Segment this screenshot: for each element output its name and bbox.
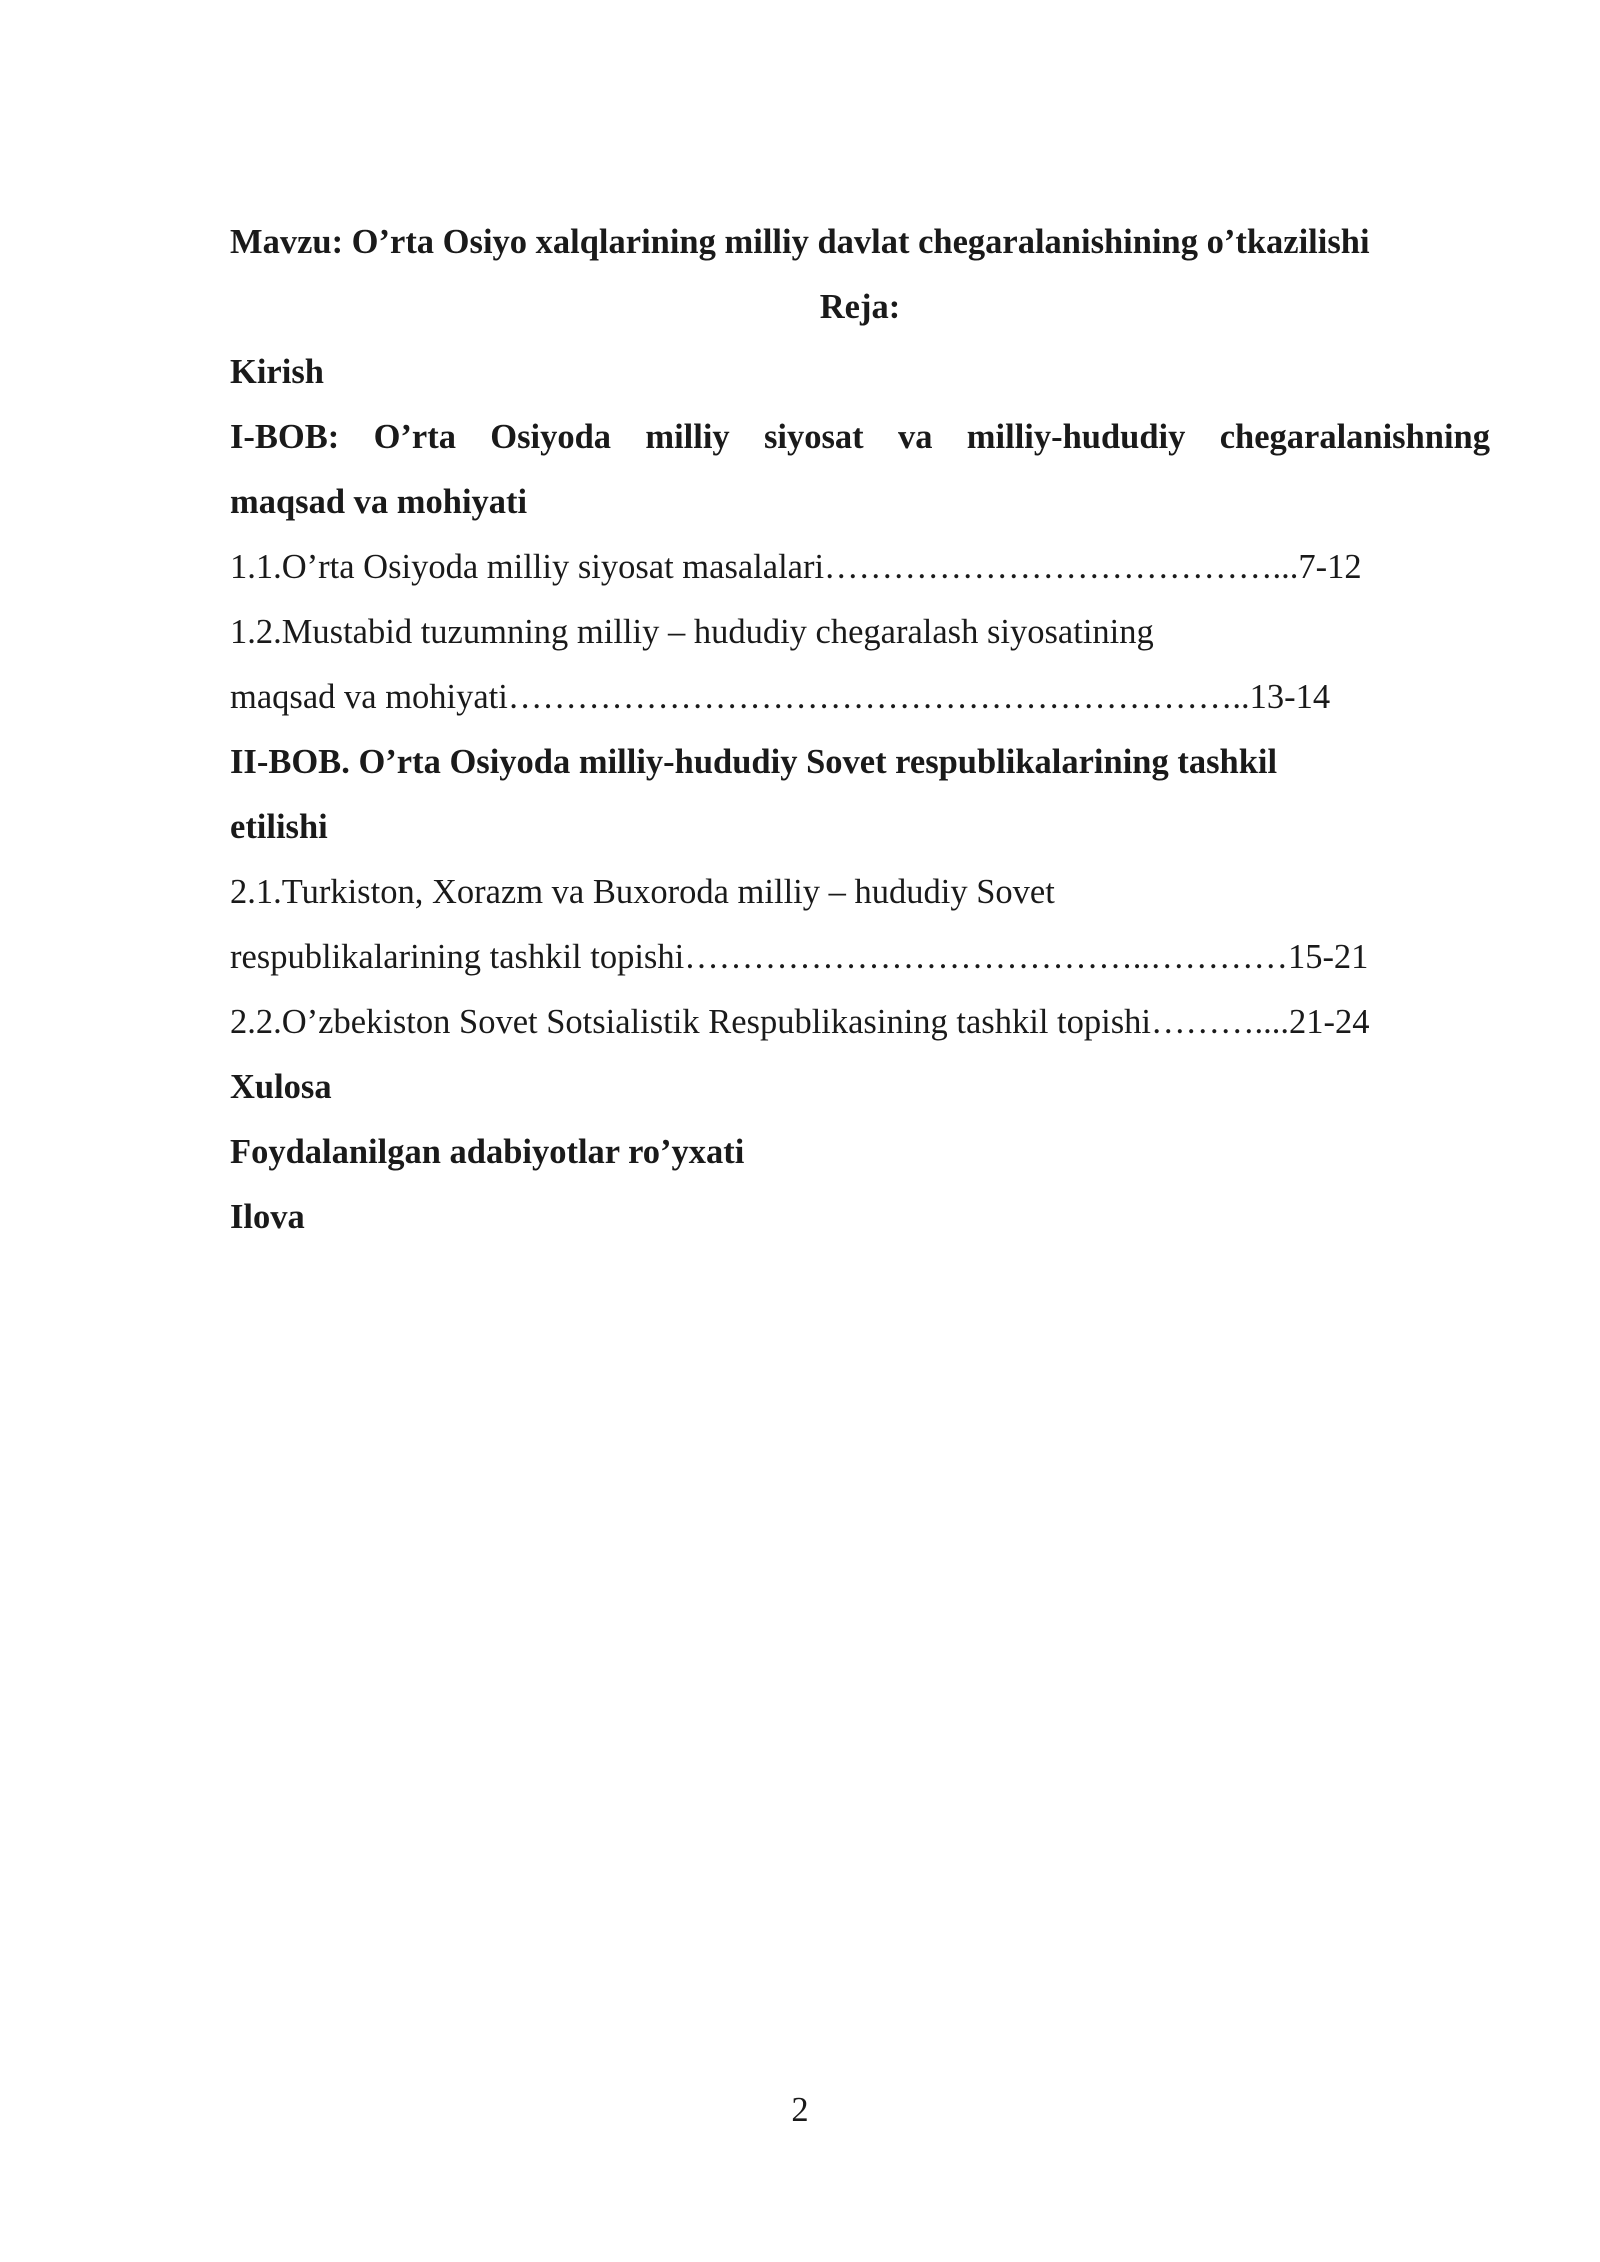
chapter1-title-line2: maqsad va mohiyati [230,483,528,521]
chapter1-title-line1: I-BOB: O’rta Osiyoda milliy siyosat va milliy-hududiy chegaralanishning [230,418,1490,456]
appendix-entry: Ilova [230,1198,305,1236]
plan-heading: Reja: [819,288,901,326]
chapter2-section2-entry: 2.2.O’zbekiston Sovet Sotsialistik Respublikasining tashkil topishi………....21-24 [230,1003,1370,1041]
chapter1-section1-entry: 1.1.O’rta Osiyoda milliy siyosat masalalari…………………………………...7-12 [230,548,1362,586]
page-number: 2 [791,2091,809,2129]
chapter2-title-line2: etilishi [230,808,328,846]
topic-title: Mavzu: O’rta Osiyo xalqlarining milliy davlat chegaralanishining o’tkazilishi [230,223,1370,261]
references-entry: Foydalanilgan adabiyotlar ro’yxati [230,1133,745,1171]
conclusion-entry: Xulosa [230,1068,332,1106]
chapter2-section1-line1: 2.1.Turkiston, Xorazm va Buxoroda milliy – hududiy Sovet [230,873,1055,911]
document-page [230,210,1490,1250]
chapter2-title-line1: II-BOB. O’rta Osiyoda milliy-hududiy Sovet respublikalarining tashkil [230,743,1278,781]
introduction-entry: Kirish [230,353,324,391]
chapter1-section2-line2: maqsad va mohiyati………………………………………………………..13-14 [230,678,1331,716]
chapter2-section1-line2: respublikalarining tashkil topishi…………………………………..…………15-21 [230,938,1369,976]
chapter1-section2-line1: 1.2.Mustabid tuzumning milliy – hududiy chegaralash siyosatining [230,613,1154,651]
